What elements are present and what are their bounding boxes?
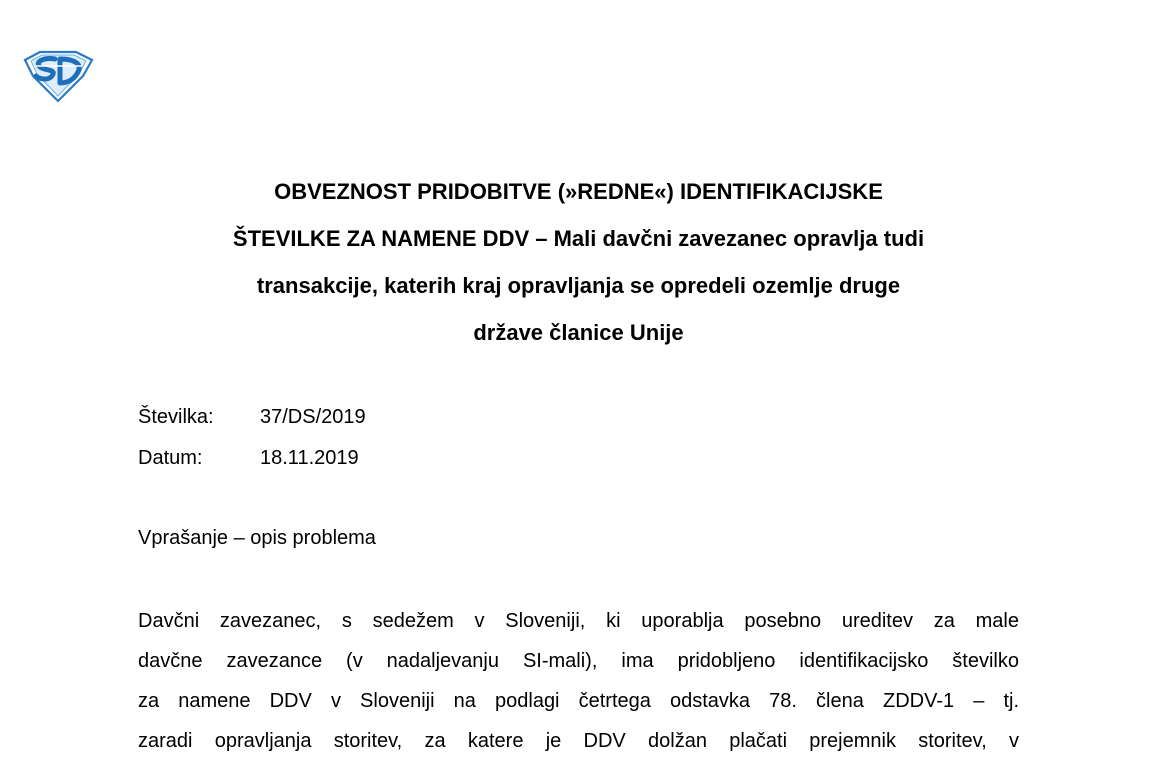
body-line: za namene DDV v Sloveniji na podlagi četrtega odstavka 78. člena ZDDV-1 – tj. (138, 690, 1019, 712)
body-line: zaradi opravljanja storitev, za katere je DDV dolžan plačati prejemnik storitev, v (138, 730, 1019, 752)
shield-logo-icon (22, 49, 94, 103)
section-heading: Vprašanje – opis problema (138, 527, 376, 549)
document-title (120, 168, 1037, 356)
body-line: Davčni zavezanec, s sedežem v Sloveniji, ki uporablja posebno ureditev za male (138, 610, 1019, 632)
body-line: davčne zavezance (v nadaljevanju SI-mali), ima pridobljeno identifikacijsko številko (138, 650, 1019, 672)
title-line: države članice Unije (473, 320, 684, 345)
document-date-value: 18.11.2019 (260, 447, 359, 469)
document-number-label: Številka: (138, 406, 214, 428)
fu-logo (22, 49, 94, 103)
title-line: ŠTEVILKE ZA NAMENE DDV – Mali davčni zavezanec opravlja tudi (232, 226, 925, 251)
title-line: OBVEZNOST PRIDOBITVE (»REDNE«) IDENTIFIKACIJSKE (274, 179, 883, 204)
body-paragraph (138, 607, 1019, 767)
title-line: transakcije, katerih kraj opravljanja se opredeli ozemlje druge (256, 273, 901, 298)
document-date-label: Datum: (138, 447, 203, 469)
document-number-value: 37/DS/2019 (260, 406, 366, 428)
